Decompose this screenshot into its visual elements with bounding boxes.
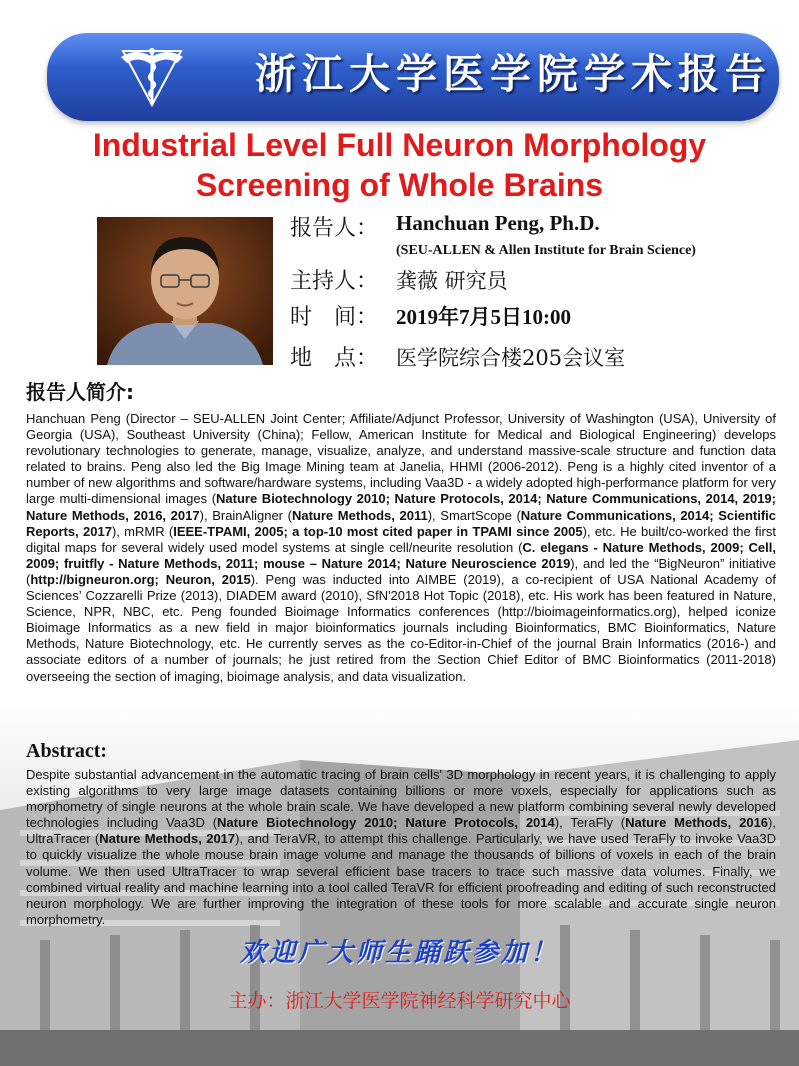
- place-label: 地 点：: [290, 346, 379, 371]
- bio-heading: 报告人简介:: [26, 380, 134, 404]
- speaker-name: Hanchuan Peng, Ph.D.: [396, 211, 600, 235]
- banner-title: 浙江大学医学院学术报告: [255, 50, 772, 98]
- header-banner: [47, 33, 779, 121]
- talk-title-line1: Industrial Level Full Neuron Morphology: [92, 127, 707, 163]
- abstract-heading: Abstract:: [26, 740, 108, 762]
- organizer-line: 主办：浙江大学医学院神经科学研究中心: [228, 990, 571, 1012]
- time-label: 时 间：: [290, 305, 379, 330]
- welcome-slogan: 欢迎广大师生踊跃参加！: [239, 938, 559, 968]
- abstract-paragraph: Despite substantial advancement in the automatic tracing of brain cells' 3D morphology in recent years, it is challenging to apply existing algorithms to very large image datasets containing billions or more voxels, especially for applications such as morphometry of single neurons at the whole brain scale. We have developed a new platform combining several newly developed technologies including Vaa3D (Nature Biotechnology 2010; Nature Protocols, 2014), TeraFly (Nature Methods, 2016), UltraTracer (Nature Methods, 2017), and TeraVR, to attempt this challenge. Particularly, we have used TeraFly to invoke Vaa3D to quickly visualize the whole mouse brain image volume and manage the thousands of billions of voxels in each of the brain volume. We then used UltraTracer to wrap several efficient base tracers to trace such massive data volumes. Finally, we combined virtual reality and machine learning into a tool called TeraVR for efficient proofreading and editing of such reconstructed neuron morphology. We are further improving the integration of these tools for more scalable and accurate single neuron morphometry.: [26, 767, 776, 927]
- talk-title-line2: Screening of Whole Brains: [195, 167, 604, 203]
- speaker-label: 报告人：: [290, 216, 379, 241]
- host-label: 主持人：: [290, 269, 379, 294]
- speaker-affiliation: (SEU-ALLEN & Allen Institute for Brain Science): [396, 243, 696, 258]
- place-value: 医学院综合楼205会议室: [396, 346, 626, 370]
- host-name: 龚薇 研究员: [396, 269, 508, 293]
- bio-paragraph: Hanchuan Peng (Director – SEU-ALLEN Joint Center; Affiliate/Adjunct Professor, University of Washington (USA), University of Georgia (USA), Southeast University (China); Fellow, American Institute for Medical and Biological Engineering) develops revolutionary technologies to generate, manage, visualize, analyze, and understand massive-scale structure and function data related to brains. Peng also led the Big Image Mining team at Janelia, HHMI (2006-2012). Peng is a highly cited inventor of a number of new algorithms and software/hardware systems, including Vaa3D - a widely adopted high-performance platform for very large multi-dimensional images (Nature Biotechnology 2010; Nature Protocols, 2014; Nature Communications, 2014, 2019; Nature Methods, 2016, 2017), BrainAligner (Nature Methods, 2011), SmartScope (Nature Communications, 2014; Scientific Reports, 2017), mRMR (IEEE-TPAMI, 2005; a top-10 most cited paper in TPAMI since 2005), etc. He built/co-worked the first digital maps for several widely used model systems at single cell/neurite resolution (C. elegans - Nature Methods, 2009; Cell, 2009; fruitfly - Nature Methods, 2011; mouse – Nature 2014; Nature Neuroscience 2019), and led the “BigNeuron” initiative (http://bigneuron.org; Neuron, 2015). Peng was inducted into AIMBE (2019), a co-recipient of USA National Academy of Sciences’ Cozzarelli Prize (2013), DIADEM award (2010), SfN'2018 Hot Topic (2018), etc. His work has been featured in Nature, Science, NPR, NBC, etc. Peng founded Bioimage Informatics conferences (http://bioimageinformatics.org), helped iconize Bioimage Informatics as a new field in major bioinformatics journals including Bioinformatics, BMC Bioinformatics, Nature Methods, Nature Biotechnology, etc. He currently serves as the co-Editor-in-Chief of the journal Brain Informatics (2016-) and associate editors of a number of journals; he just retired from the Section Chief Editor of BMC Bioinformatics (2011-2018) overseeing the section of imaging, bioimage analysis, and data visualization.: [26, 411, 777, 684]
- time-value: 2019年7月5日10:00: [396, 305, 571, 329]
- speaker-photo: [97, 217, 273, 365]
- medical-caduceus-logo: [117, 43, 187, 109]
